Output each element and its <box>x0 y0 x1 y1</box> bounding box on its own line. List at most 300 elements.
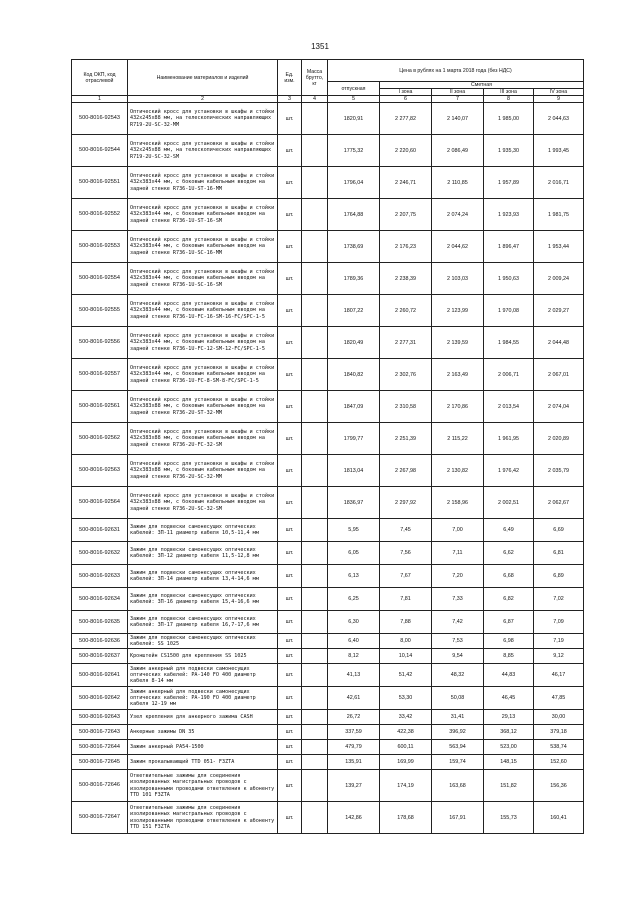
row-zone3-price: 2 002,51 <box>484 487 534 519</box>
row-mass <box>302 565 328 588</box>
row-code: 500-8016-92544 <box>72 135 128 167</box>
table-row <box>72 199 584 231</box>
row-zone1-price: 7,81 <box>380 588 432 611</box>
table-row <box>72 725 584 740</box>
row-name: Зажим анкерный PA54-1500 <box>128 740 278 755</box>
row-zone1-price: 2 302,76 <box>380 359 432 391</box>
row-zone4-price: 7,19 <box>534 634 584 649</box>
row-zone2-price: 2 115,22 <box>432 423 484 455</box>
row-code: 500-8016-92562 <box>72 423 128 455</box>
row-mass <box>302 327 328 359</box>
row-name: Оптический кросс для установки в шкафы и стойки 432x383x44 мм, с боковым кабельным вводом на задней стенке R736-1U-SC-16-SM <box>128 263 278 295</box>
row-unit: шт. <box>278 565 302 588</box>
row-code: 500-8016-92632 <box>72 542 128 565</box>
row-code: 500-8016-92551 <box>72 167 128 199</box>
row-zone3-price: 155,73 <box>484 802 534 834</box>
row-unit: шт. <box>278 167 302 199</box>
row-mass <box>302 135 328 167</box>
table-row <box>72 664 584 687</box>
row-code: 500-8016-92543 <box>72 103 128 135</box>
table-row <box>72 611 584 634</box>
row-zone2-price: 163,68 <box>432 770 484 802</box>
table-row <box>72 802 584 834</box>
row-zone1-price: 2 310,58 <box>380 391 432 423</box>
row-unit: шт. <box>278 664 302 687</box>
row-code: 500-8016-92643 <box>72 710 128 725</box>
row-release-price: 6,05 <box>328 542 380 565</box>
row-release-price: 1799,77 <box>328 423 380 455</box>
row-release-price: 1789,36 <box>328 263 380 295</box>
row-unit: шт. <box>278 391 302 423</box>
row-zone3-price: 6,49 <box>484 519 534 542</box>
row-unit: шт. <box>278 649 302 664</box>
row-code: 500-8016-92633 <box>72 565 128 588</box>
row-zone3-price: 6,87 <box>484 611 534 634</box>
row-zone1-price: 7,88 <box>380 611 432 634</box>
col-num: 8 <box>484 96 534 103</box>
row-name: Зажим прокалывающий TTD 051- F3ZTA <box>128 755 278 770</box>
row-code: 500-8016-72643 <box>72 725 128 740</box>
table-row <box>72 634 584 649</box>
row-release-price: 1738,69 <box>328 231 380 263</box>
row-name: Ответвительные зажимы для соединения изолированных магистральных проводов с изолированными проводами ответвления к абоненту TTD 151 F3ZTA <box>128 802 278 834</box>
col-num: 4 <box>302 96 328 103</box>
row-name: Оптический кросс для установки в шкафы и стойки 432x383x44 мм, с боковым кабельным вводом на задней стенке R736-1U-FC-8-SM-8-FC/SPC-1-5 <box>128 359 278 391</box>
row-zone4-price: 1 981,75 <box>534 199 584 231</box>
row-name: Оптический кросс для установки в шкафы и стойки 432x383x44 мм, с боковым кабельным вводом на задней стенке R736-1U-FC-16-SM-16-FC/SPC-1-5 <box>128 295 278 327</box>
table-body <box>72 103 584 834</box>
row-name: Зажим для подвески самонесущих оптических кабелей: ЗП-12 диаметр кабеля 11,5-12,8 мм <box>128 542 278 565</box>
row-zone1-price: 2 267,98 <box>380 455 432 487</box>
row-zone1-price: 600,11 <box>380 740 432 755</box>
row-release-price: 6,40 <box>328 634 380 649</box>
row-mass <box>302 359 328 391</box>
table-row <box>72 295 584 327</box>
row-zone2-price: 396,92 <box>432 725 484 740</box>
row-zone2-price: 48,32 <box>432 664 484 687</box>
row-zone1-price: 2 220,60 <box>380 135 432 167</box>
table-row <box>72 423 584 455</box>
row-name: Оптический кросс для установки в шкафы и стойки 432x383x44 мм, с боковым кабельным вводом на задней стенке R736-1U-SC-16-MM <box>128 231 278 263</box>
row-name: Оптический кросс для установки в шкафы и стойки 432x245x88 мм, на телескопических направляющих R719-2U-SC-32-SM <box>128 135 278 167</box>
row-mass <box>302 588 328 611</box>
row-zone1-price: 2 277,82 <box>380 103 432 135</box>
row-release-price: 142,86 <box>328 802 380 834</box>
row-zone1-price: 2 277,31 <box>380 327 432 359</box>
col-num: 6 <box>380 96 432 103</box>
row-zone1-price: 174,19 <box>380 770 432 802</box>
row-mass <box>302 519 328 542</box>
table-row <box>72 359 584 391</box>
row-zone3-price: 44,83 <box>484 664 534 687</box>
row-unit: шт. <box>278 519 302 542</box>
row-zone4-price: 2 062,67 <box>534 487 584 519</box>
row-release-price: 1775,32 <box>328 135 380 167</box>
row-name: Кронштейн CS1500 для крепления SS 1025 <box>128 649 278 664</box>
row-zone3-price: 523,00 <box>484 740 534 755</box>
row-zone4-price: 6,81 <box>534 542 584 565</box>
row-mass <box>302 487 328 519</box>
row-zone4-price: 6,69 <box>534 519 584 542</box>
table-row <box>72 755 584 770</box>
row-zone4-price: 1 953,44 <box>534 231 584 263</box>
row-release-price: 1820,49 <box>328 327 380 359</box>
row-unit: шт. <box>278 135 302 167</box>
table-row <box>72 588 584 611</box>
row-zone3-price: 1 950,63 <box>484 263 534 295</box>
row-code: 500-8016-92561 <box>72 391 128 423</box>
row-zone2-price: 2 158,96 <box>432 487 484 519</box>
row-release-price: 1836,97 <box>328 487 380 519</box>
col-num: 2 <box>128 96 278 103</box>
row-code: 500-8016-92553 <box>72 231 128 263</box>
col-num: 1 <box>72 96 128 103</box>
row-zone4-price: 2 009,24 <box>534 263 584 295</box>
table-row <box>72 391 584 423</box>
table-row <box>72 542 584 565</box>
row-release-price: 6,30 <box>328 611 380 634</box>
row-zone2-price: 2 140,07 <box>432 103 484 135</box>
row-release-price: 1840,82 <box>328 359 380 391</box>
table-row <box>72 103 584 135</box>
row-zone3-price: 368,12 <box>484 725 534 740</box>
row-zone2-price: 7,20 <box>432 565 484 588</box>
row-zone1-price: 169,99 <box>380 755 432 770</box>
row-zone1-price: 51,42 <box>380 664 432 687</box>
row-zone1-price: 8,00 <box>380 634 432 649</box>
row-code: 500-8016-92564 <box>72 487 128 519</box>
table-row <box>72 455 584 487</box>
row-unit: шт. <box>278 542 302 565</box>
row-name: Зажим для подвески самонесущих оптических кабелей: ЗП-14 диаметр кабеля 13,4-14,6 мм <box>128 565 278 588</box>
row-zone2-price: 7,33 <box>432 588 484 611</box>
row-release-price: 1820,91 <box>328 103 380 135</box>
row-unit: шт. <box>278 725 302 740</box>
col-num: 9 <box>534 96 584 103</box>
row-zone2-price: 2 110,85 <box>432 167 484 199</box>
row-name: Оптический кросс для установки в шкафы и стойки 432x383x44 мм, с боковым кабельным вводом на задней стенке R736-1U-ST-16-MM <box>128 167 278 199</box>
row-release-price: 1847,09 <box>328 391 380 423</box>
table-row <box>72 487 584 519</box>
row-zone1-price: 33,42 <box>380 710 432 725</box>
row-unit: шт. <box>278 231 302 263</box>
row-zone2-price: 563,94 <box>432 740 484 755</box>
row-zone4-price: 46,17 <box>534 664 584 687</box>
row-code: 500-8016-72647 <box>72 802 128 834</box>
header-name: Наименование материалов и изделий <box>128 60 278 96</box>
row-unit: шт. <box>278 710 302 725</box>
table-row <box>72 649 584 664</box>
row-zone4-price: 156,36 <box>534 770 584 802</box>
row-code: 500-8016-92637 <box>72 649 128 664</box>
row-zone1-price: 10,14 <box>380 649 432 664</box>
row-zone3-price: 6,82 <box>484 588 534 611</box>
row-zone1-price: 7,67 <box>380 565 432 588</box>
header-price-title: Цена в рублях на 1 марта 2018 года (без НДС) <box>328 60 584 82</box>
row-zone3-price: 46,45 <box>484 687 534 710</box>
row-zone2-price: 31,41 <box>432 710 484 725</box>
row-name: Анкерные зажимы DN 35 <box>128 725 278 740</box>
row-zone1-price: 53,30 <box>380 687 432 710</box>
row-zone3-price: 151,82 <box>484 770 534 802</box>
row-code: 500-8016-72644 <box>72 740 128 755</box>
row-zone1-price: 2 176,23 <box>380 231 432 263</box>
row-zone3-price: 6,68 <box>484 565 534 588</box>
row-zone4-price: 2 044,48 <box>534 327 584 359</box>
row-release-price: 5,95 <box>328 519 380 542</box>
row-zone4-price: 538,74 <box>534 740 584 755</box>
row-zone2-price: 2 044,62 <box>432 231 484 263</box>
header-zone3: III зона <box>484 89 534 96</box>
row-release-price: 479,79 <box>328 740 380 755</box>
row-zone4-price: 30,00 <box>534 710 584 725</box>
row-code: 500-8016-92557 <box>72 359 128 391</box>
row-mass <box>302 770 328 802</box>
row-mass <box>302 295 328 327</box>
row-mass <box>302 167 328 199</box>
row-unit: шт. <box>278 359 302 391</box>
row-release-price: 1807,22 <box>328 295 380 327</box>
row-mass <box>302 423 328 455</box>
row-zone3-price: 1 985,00 <box>484 103 534 135</box>
row-unit: шт. <box>278 740 302 755</box>
row-zone1-price: 2 297,92 <box>380 487 432 519</box>
table-row <box>72 770 584 802</box>
row-zone3-price: 1 984,55 <box>484 327 534 359</box>
header-unit: Ед. изм. <box>278 60 302 96</box>
row-zone4-price: 152,60 <box>534 755 584 770</box>
col-num: 3 <box>278 96 302 103</box>
table-row <box>72 710 584 725</box>
row-mass <box>302 802 328 834</box>
row-mass <box>302 231 328 263</box>
row-code: 500-8016-92642 <box>72 687 128 710</box>
row-zone2-price: 167,91 <box>432 802 484 834</box>
row-unit: шт. <box>278 103 302 135</box>
row-release-price: 8,12 <box>328 649 380 664</box>
row-mass <box>302 455 328 487</box>
row-unit: шт. <box>278 327 302 359</box>
row-zone1-price: 2 207,75 <box>380 199 432 231</box>
row-release-price: 1796,04 <box>328 167 380 199</box>
table-row <box>72 231 584 263</box>
row-mass <box>302 649 328 664</box>
row-code: 500-8016-92641 <box>72 664 128 687</box>
row-code: 500-8016-92554 <box>72 263 128 295</box>
row-zone3-price: 6,98 <box>484 634 534 649</box>
row-zone3-price: 148,15 <box>484 755 534 770</box>
row-name: Зажим для подвески самонесущих оптических кабелей: ЗП-17 диаметр кабеля 16,7-17,6 мм <box>128 611 278 634</box>
row-zone2-price: 2 139,59 <box>432 327 484 359</box>
row-zone4-price: 2 035,79 <box>534 455 584 487</box>
row-code: 500-8016-92635 <box>72 611 128 634</box>
row-code: 500-8016-92552 <box>72 199 128 231</box>
table-row <box>72 327 584 359</box>
row-name: Ответвительные зажимы для соединения изолированных магистральных проводов с изолированными проводами ответвления к абоненту TTD 101 F3ZTA <box>128 770 278 802</box>
row-unit: шт. <box>278 295 302 327</box>
table-row <box>72 519 584 542</box>
row-name: Зажим для подвески самонесущих оптических кабелей: ЗП-11 диаметр кабеля 10,5-11,4 мм <box>128 519 278 542</box>
row-name: Узел крепления для анкерного зажима CASH <box>128 710 278 725</box>
row-zone4-price: 7,09 <box>534 611 584 634</box>
row-zone2-price: 7,42 <box>432 611 484 634</box>
row-unit: шт. <box>278 588 302 611</box>
row-zone4-price: 379,18 <box>534 725 584 740</box>
row-zone1-price: 7,45 <box>380 519 432 542</box>
row-mass <box>302 542 328 565</box>
row-zone3-price: 1 957,89 <box>484 167 534 199</box>
row-zone3-price: 29,13 <box>484 710 534 725</box>
row-release-price: 41,13 <box>328 664 380 687</box>
row-release-price: 6,13 <box>328 565 380 588</box>
row-zone4-price: 7,02 <box>534 588 584 611</box>
row-zone1-price: 178,68 <box>380 802 432 834</box>
row-zone2-price: 7,11 <box>432 542 484 565</box>
row-release-price: 6,25 <box>328 588 380 611</box>
table-header <box>72 60 584 103</box>
row-zone4-price: 47,85 <box>534 687 584 710</box>
row-unit: шт. <box>278 755 302 770</box>
row-zone2-price: 2 170,86 <box>432 391 484 423</box>
header-zone2: II зона <box>432 89 484 96</box>
row-name: Зажим анкерный для подвески самонесущих оптических кабелей: PA-190 FO 400 диаметр кабеля 12-19 мм <box>128 687 278 710</box>
row-zone2-price: 7,53 <box>432 634 484 649</box>
row-mass <box>302 634 328 649</box>
row-code: 500-8016-92634 <box>72 588 128 611</box>
row-zone4-price: 2 074,04 <box>534 391 584 423</box>
row-name: Оптический кросс для установки в шкафы и стойки 432x383x88 мм, с боковым кабельным вводом на задней стенке R736-2U-SC-32-MM <box>128 455 278 487</box>
row-code: 500-8016-92555 <box>72 295 128 327</box>
header-zone1: I зона <box>380 89 432 96</box>
table-row <box>72 565 584 588</box>
table-row <box>72 135 584 167</box>
row-release-price: 26,72 <box>328 710 380 725</box>
row-zone3-price: 8,85 <box>484 649 534 664</box>
row-mass <box>302 103 328 135</box>
row-name: Оптический кросс для установки в шкафы и стойки 432x383x44 мм, с боковым кабельным вводом на задней стенке R736-1U-ST-16-SM <box>128 199 278 231</box>
row-release-price: 1764,88 <box>328 199 380 231</box>
row-unit: шт. <box>278 770 302 802</box>
row-unit: шт. <box>278 263 302 295</box>
row-unit: шт. <box>278 487 302 519</box>
row-zone4-price: 1 993,45 <box>534 135 584 167</box>
header-release: отпускная <box>328 82 380 96</box>
row-zone3-price: 1 923,93 <box>484 199 534 231</box>
row-zone3-price: 1 961,95 <box>484 423 534 455</box>
row-unit: шт. <box>278 423 302 455</box>
row-zone4-price: 2 067,01 <box>534 359 584 391</box>
row-zone1-price: 7,56 <box>380 542 432 565</box>
row-zone3-price: 1 896,47 <box>484 231 534 263</box>
row-zone4-price: 160,41 <box>534 802 584 834</box>
row-zone1-price: 2 251,39 <box>380 423 432 455</box>
header-number-row <box>72 96 584 103</box>
row-name: Зажим анкерный для подвески самонесущих оптических кабелей: PA-140 FO 400 диаметр кабеля 8-14 мм <box>128 664 278 687</box>
row-code: 500-8016-72645 <box>72 755 128 770</box>
col-num: 5 <box>328 96 380 103</box>
row-zone1-price: 422,38 <box>380 725 432 740</box>
row-mass <box>302 664 328 687</box>
row-release-price: 1813,04 <box>328 455 380 487</box>
row-mass <box>302 710 328 725</box>
row-zone2-price: 2 074,24 <box>432 199 484 231</box>
col-num: 7 <box>432 96 484 103</box>
header-estimate: Сметная <box>380 82 584 89</box>
row-code: 500-8016-92636 <box>72 634 128 649</box>
row-zone3-price: 2 013,54 <box>484 391 534 423</box>
row-zone2-price: 2 163,49 <box>432 359 484 391</box>
row-mass <box>302 611 328 634</box>
row-unit: шт. <box>278 199 302 231</box>
row-zone1-price: 2 246,71 <box>380 167 432 199</box>
table-row <box>72 263 584 295</box>
table-row <box>72 167 584 199</box>
row-zone4-price: 2 044,63 <box>534 103 584 135</box>
table-row <box>72 740 584 755</box>
row-mass <box>302 263 328 295</box>
row-zone4-price: 9,12 <box>534 649 584 664</box>
header-zone4: IV зона <box>534 89 584 96</box>
row-release-price: 337,59 <box>328 725 380 740</box>
row-mass <box>302 687 328 710</box>
row-zone2-price: 2 123,99 <box>432 295 484 327</box>
row-zone3-price: 6,62 <box>484 542 534 565</box>
row-mass <box>302 199 328 231</box>
table-row <box>72 687 584 710</box>
row-zone4-price: 2 029,27 <box>534 295 584 327</box>
row-code: 500-8016-72646 <box>72 770 128 802</box>
row-release-price: 135,91 <box>328 755 380 770</box>
row-unit: шт. <box>278 455 302 487</box>
row-zone3-price: 1 976,42 <box>484 455 534 487</box>
row-zone2-price: 159,74 <box>432 755 484 770</box>
row-release-price: 139,27 <box>328 770 380 802</box>
row-code: 500-8016-92563 <box>72 455 128 487</box>
row-zone2-price: 2 086,49 <box>432 135 484 167</box>
row-zone2-price: 2 103,03 <box>432 263 484 295</box>
row-zone3-price: 1 970,08 <box>484 295 534 327</box>
row-unit: шт. <box>278 687 302 710</box>
row-unit: шт. <box>278 611 302 634</box>
row-code: 500-8016-92631 <box>72 519 128 542</box>
row-zone2-price: 50,08 <box>432 687 484 710</box>
row-zone2-price: 2 130,82 <box>432 455 484 487</box>
row-zone2-price: 9,54 <box>432 649 484 664</box>
price-table <box>71 59 584 834</box>
row-name: Зажим для подвески самонесущих оптических кабелей: ЗП-16 диаметр кабеля 15,4-16,6 мм <box>128 588 278 611</box>
row-mass <box>302 725 328 740</box>
row-zone4-price: 2 016,71 <box>534 167 584 199</box>
header-code: Код ОКП, код отраслевой <box>72 60 128 96</box>
row-zone4-price: 6,89 <box>534 565 584 588</box>
row-zone3-price: 2 006,71 <box>484 359 534 391</box>
row-name: Оптический кросс для установки в шкафы и стойки 432x383x44 мм, с боковым кабельным вводом на задней стенке R736-1U-FC-12-SM-12-FC/SPC-1-5 <box>128 327 278 359</box>
row-name: Зажим для подвески самонесущих оптических кабелей: SS 1025 <box>128 634 278 649</box>
row-zone3-price: 1 935,30 <box>484 135 534 167</box>
row-name: Оптический кросс для установки в шкафы и стойки 432x383x88 мм, с боковым кабельным вводом на задней стенке R736-2U-SC-32-SM <box>128 487 278 519</box>
header-mass: Масса брутто, кг <box>302 60 328 96</box>
row-zone4-price: 2 020,89 <box>534 423 584 455</box>
row-name: Оптический кросс для установки в шкафы и стойки 432x383x88 мм, с боковым кабельным вводом на задней стенке R736-2U-FC-32-SM <box>128 423 278 455</box>
row-release-price: 42,61 <box>328 687 380 710</box>
row-zone1-price: 2 238,39 <box>380 263 432 295</box>
row-unit: шт. <box>278 634 302 649</box>
row-mass <box>302 740 328 755</box>
row-zone2-price: 7,00 <box>432 519 484 542</box>
page-number: 1351 <box>311 42 329 51</box>
row-unit: шт. <box>278 802 302 834</box>
row-code: 500-8016-92556 <box>72 327 128 359</box>
